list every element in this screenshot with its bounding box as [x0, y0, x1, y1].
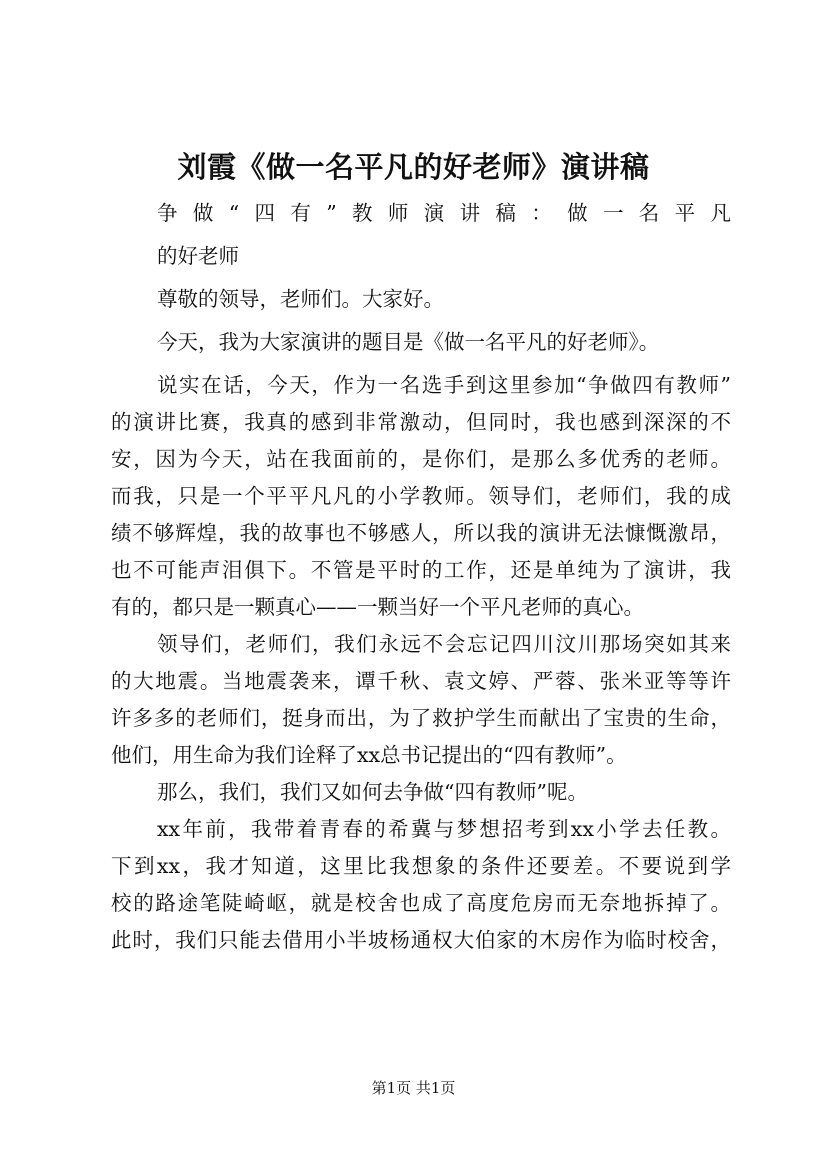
body-line: 的好老师 [157, 244, 239, 268]
body-line: 也不可能声泪俱下。不管是平时的工作，还是单纯为了演讲，我 [111, 558, 731, 582]
body-line: 的大地震。当地震袭来，谭千秋、袁文婷、严蓉、张米亚等等许 [111, 669, 731, 693]
body-line: 许多多的老师们，挺身而出，为了救护学生而献出了宝贵的生命， [111, 706, 731, 730]
body-line: 说实在话，今天，作为一名选手到这里参加“争做四有教师” [157, 373, 731, 397]
body-line: 领导们，老师们，我们永远不会忘记四川汶川那场突如其来 [157, 632, 731, 656]
body-line: 校的路途笔陡崎岖，就是校舍也成了高度危房而无奈地拆掉了。 [111, 891, 731, 915]
page-footer: 第1页 共1页 [371, 1079, 456, 1097]
body-line: 下到xx，我才知道，这里比我想象的条件还要差。不要说到学 [111, 854, 731, 878]
body-line: 此时，我们只能去借用小半坡杨通权大伯家的木房作为临时校舍， [111, 928, 731, 952]
body-line: 而我，只是一个平平凡凡的小学教师。领导们，老师们，我的成 [111, 484, 731, 508]
body-line: 绩不够辉煌，我的故事也不够感人，所以我的演讲无法慷慨激昂， [111, 521, 731, 545]
body-line: 的演讲比赛，我真的感到非常激动，但同时，我也感到深深的不 [111, 410, 731, 434]
body-line: 争做“四有”教师演讲稿：做一名平凡 [157, 201, 731, 225]
body-line: 尊敬的领导，老师们。大家好。 [157, 287, 444, 311]
body-line: 有的，都只是一颗真心——一颗当好一个平凡老师的真心。 [111, 595, 644, 619]
body-line: 那么，我们，我们又如何去争做“四有教师”呢。 [157, 780, 588, 804]
body-line: 安，因为今天，站在我面前的，是你们，是那么多优秀的老师。 [111, 447, 731, 471]
document-title: 刘霞《做一名平凡的好老师》演讲稿 [177, 150, 650, 184]
body-line: 今天，我为大家演讲的题目是《做一名平凡的好老师》。 [157, 330, 660, 354]
body-line: xx年前，我带着青春的希冀与梦想招考到xx小学去任教。 [157, 817, 731, 841]
body-line: 他们，用生命为我们诠释了xx总书记提出的“四有教师”。 [111, 743, 627, 767]
